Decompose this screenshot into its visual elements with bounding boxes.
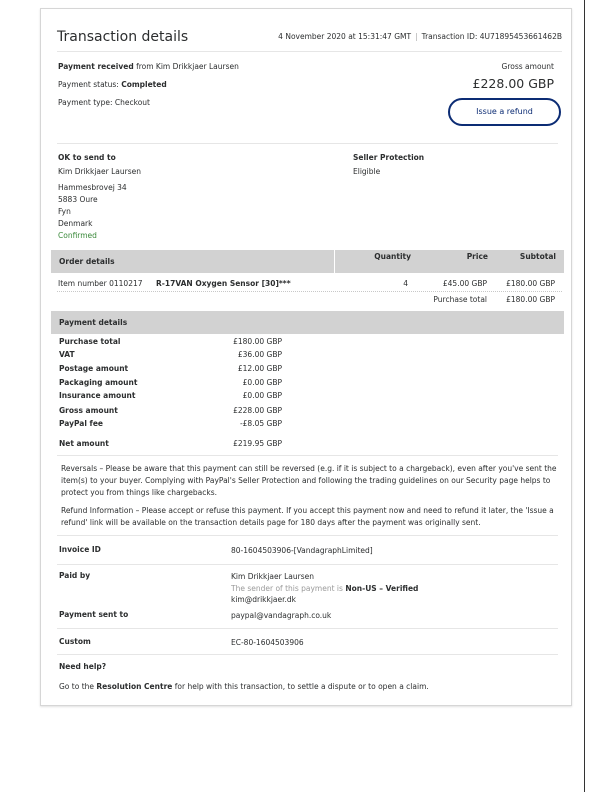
pd-gross-label: Gross amount <box>59 406 118 415</box>
help-text-post: for help with this transaction, to settle a dispute or to open a claim. <box>174 682 429 691</box>
payment-sent-to-value: paypal@vandagraph.co.uk <box>231 611 332 620</box>
divider <box>57 143 558 144</box>
custom-label: Custom <box>59 637 91 646</box>
pd-postage-value: £12.00 GBP <box>237 364 282 373</box>
pd-paypal-fee-value: -£8.05 GBP <box>239 419 282 428</box>
sender-verification <box>231 583 418 594</box>
ok-to-send-heading: OK to send to <box>58 153 116 162</box>
pd-paypal-fee-label: PayPal fee <box>59 419 103 428</box>
transaction-card <box>40 8 572 706</box>
address-confirmed-status: Confirmed <box>58 231 97 240</box>
pd-insurance-value: £0.00 GBP <box>242 391 282 400</box>
payment-type-label: Payment type: <box>58 98 113 107</box>
divider <box>57 564 558 565</box>
transaction-id: Transaction ID: 4U71895453661462B <box>421 32 562 41</box>
ship-address-line-3: Fyn <box>58 207 71 216</box>
gross-amount-value: £228.00 GBP <box>472 76 554 91</box>
ship-to-name: Kim Drikkjaer Laursen <box>58 167 141 176</box>
meta-separator: | <box>415 32 418 41</box>
purchase-total-label: Purchase total <box>433 295 487 304</box>
payment-status-label: Payment status: <box>58 80 119 89</box>
ship-address-line-4: Denmark <box>58 219 93 228</box>
divider <box>57 455 558 456</box>
need-help-heading: Need help? <box>59 662 107 671</box>
purchase-total-value: £180.00 GBP <box>506 295 555 304</box>
pd-purchase-total-label: Purchase total <box>59 337 121 346</box>
payment-sent-to-label: Payment sent to <box>59 610 129 619</box>
page-title: Transaction details <box>57 29 189 45</box>
divider <box>57 628 558 629</box>
pd-gross-value: £228.00 GBP <box>233 406 282 415</box>
seller-protection-heading: Seller Protection <box>353 153 425 162</box>
col-price-header: Price <box>466 252 488 261</box>
column-divider <box>334 250 335 273</box>
pd-purchase-total-value: £180.00 GBP <box>233 337 282 346</box>
pd-vat-label: VAT <box>59 350 75 359</box>
issue-refund-button[interactable]: Issue a refund <box>448 98 561 126</box>
payment-status-line <box>58 79 167 90</box>
paid-by-email: kim@drikkjaer.dk <box>231 595 297 604</box>
payment-status-value: Completed <box>121 80 167 89</box>
order-item-subtotal: £180.00 GBP <box>506 279 555 288</box>
order-details-header-bar <box>51 250 564 273</box>
payment-received-from: from Kim Drikkjaer Laursen <box>136 62 239 71</box>
seller-protection-value: Eligible <box>353 167 381 176</box>
paid-by-name: Kim Drikkjaer Laursen <box>231 572 314 581</box>
refund-information-notice: Refund Information – Please accept or refuse this payment. If you accept this payment now and need to refund it later, the 'Issue a refund' link will be available on the transaction details page for 180 days after the payment was originally sent. <box>61 506 554 527</box>
gross-amount-label: Gross amount <box>501 62 554 71</box>
resolution-centre-link[interactable]: Resolution Centre <box>96 682 173 691</box>
pd-insurance-label: Insurance amount <box>59 391 136 400</box>
col-quantity-header: Quantity <box>374 252 411 261</box>
pd-postage-label: Postage amount <box>59 364 129 373</box>
ship-address-line-1: Hammesbrovej 34 <box>58 183 127 192</box>
paid-by-label: Paid by <box>59 571 91 580</box>
order-details-heading: Order details <box>59 257 115 266</box>
sender-status: Non-US – Verified <box>345 584 419 593</box>
sender-note: The sender of this payment is <box>231 584 343 593</box>
custom-value: EC-80-1604503906 <box>231 638 304 647</box>
transaction-header <box>57 29 562 52</box>
payment-received-label: Payment received <box>58 62 134 71</box>
pd-net-value: £219.95 GBP <box>233 439 282 448</box>
help-text <box>59 681 429 692</box>
order-item-number: Item number 0110217 <box>58 279 143 288</box>
transaction-meta <box>278 32 562 41</box>
payment-received-line <box>58 61 239 72</box>
divider <box>57 654 558 655</box>
reversals-notice: Reversals – Please be aware that this payment can still be reversed (e.g. if it is subject to a chargeback), even after you've sent the item(s) to your buyer. Complying with PayPal's Seller Protection and following the trading guidelines on our Security page helps to protect you from things like chargebacks. <box>61 464 557 497</box>
order-item-price: £45.00 GBP <box>442 279 487 288</box>
payment-details-heading: Payment details <box>59 318 128 327</box>
page-edge-line <box>584 0 585 792</box>
row-divider <box>57 291 562 292</box>
order-item-name: R-17VAN Oxygen Sensor [30]*** <box>156 279 291 288</box>
payment-type-value: Checkout <box>114 98 150 107</box>
pd-packaging-value: £0.00 GBP <box>242 378 282 387</box>
payment-details-header-bar <box>51 311 564 334</box>
order-item-quantity: 4 <box>403 279 408 288</box>
invoice-id-label: Invoice ID <box>59 545 101 554</box>
pd-net-label: Net amount <box>59 439 109 448</box>
transaction-date: 4 November 2020 at 15:31:47 GMT <box>278 32 412 41</box>
col-subtotal-header: Subtotal <box>519 252 556 261</box>
pd-vat-value: £36.00 GBP <box>237 350 282 359</box>
ship-address-line-2: 5883 Oure <box>58 195 98 204</box>
pd-packaging-label: Packaging amount <box>59 378 138 387</box>
invoice-id-value: 80-1604503906-[VandagraphLimited] <box>231 546 373 555</box>
divider <box>57 535 558 536</box>
help-text-pre: Go to the <box>59 682 95 691</box>
payment-type-line <box>58 97 150 108</box>
